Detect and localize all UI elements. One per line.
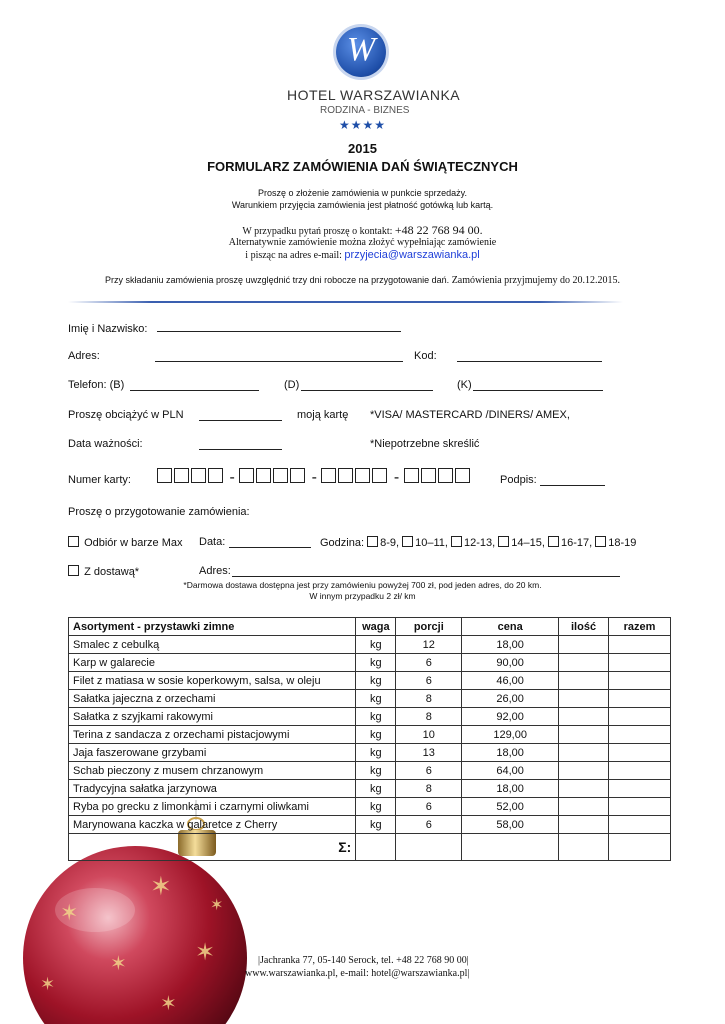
quantity-cell[interactable] (559, 726, 609, 744)
dish-name: Jaja faszerowane grzybami (69, 744, 356, 762)
dish-price: 18,00 (462, 780, 559, 798)
deadline-note-text: Przy składaniu zamówienia proszę uwzględnić trzy dni robocze na przygotowanie dań. (105, 275, 450, 285)
code-label: Kod: (414, 350, 437, 362)
total-cell[interactable] (609, 798, 671, 816)
form-year: 2015 (348, 141, 377, 156)
dish-portions: 6 (396, 816, 462, 834)
intro-line1: Proszę o złożenie zamówienia w punkcie sprzedaży. (258, 188, 467, 198)
col-header-quantity: ilość (559, 618, 609, 636)
dish-portions: 6 (396, 672, 462, 690)
dish-name: Smalec z cebulką (69, 636, 356, 654)
hour-option-1: 8-9, (380, 537, 400, 549)
quantity-cell[interactable] (559, 654, 609, 672)
hour-option-4: 14–15, (511, 537, 545, 549)
hour-checkbox-4[interactable] (498, 536, 509, 547)
form-title: FORMULARZ ZAMÓWIENIA DAŃ ŚWIĄTECZNYCH (207, 159, 518, 174)
total-cell[interactable] (609, 744, 671, 762)
dish-price: 92,00 (462, 708, 559, 726)
quantity-cell[interactable] (559, 708, 609, 726)
total-cell[interactable] (609, 636, 671, 654)
col-header-portions: porcji (396, 618, 462, 636)
hotel-logo (336, 27, 386, 77)
svg-text:✶: ✶ (60, 900, 79, 925)
contact-line (0, 223, 725, 238)
hotel-subtitle: RODZINA - BIZNES (320, 105, 410, 116)
hour-option-2: 10–11, (415, 537, 448, 549)
charge-label: Proszę obciążyć w PLN (68, 409, 184, 421)
hour-checkbox-2[interactable] (402, 536, 413, 547)
signature-label: Podpis: (500, 474, 537, 486)
hour-label: Godzina: (320, 537, 365, 549)
dish-unit: kg (356, 726, 396, 744)
dish-name: Marynowana kaczka w galaretce z Cherry (69, 816, 356, 834)
hour-option-3: 12-13, (464, 537, 496, 549)
contact-phone: +48 22 768 94 00. (394, 223, 483, 237)
strike-note: *Niepotrzebne skreślić (370, 438, 480, 450)
dish-name: Sałatka jajeczna z orzechami (69, 690, 356, 708)
table-row (69, 780, 671, 798)
table-row (69, 798, 671, 816)
phone-b-field[interactable] (130, 379, 259, 391)
hour-row (320, 536, 636, 549)
dish-unit: kg (356, 762, 396, 780)
dish-price: 26,00 (462, 690, 559, 708)
dish-portions: 6 (396, 654, 462, 672)
table-row (69, 672, 671, 690)
hotel-name: HOTEL WARSZAWIANKA (287, 87, 461, 103)
address-label: Adres: (68, 350, 100, 362)
dish-unit: kg (356, 654, 396, 672)
dish-unit: kg (356, 744, 396, 762)
hour-checkbox-6[interactable] (595, 536, 606, 547)
quantity-cell[interactable] (559, 762, 609, 780)
footer-web: www.warszawianka.pl, e-mail: hotel@warszawianka.pl| (245, 968, 470, 979)
total-cell[interactable] (609, 708, 671, 726)
code-field[interactable] (457, 350, 602, 362)
alt-line: Alternatywnie zamówienie można złożyć wypełniając zamówienie (228, 237, 497, 248)
quantity-cell[interactable] (559, 744, 609, 762)
total-cell[interactable] (609, 672, 671, 690)
col-header-assortment: Asortyment - przystawki zimne (69, 618, 356, 636)
charge-amount-field[interactable] (199, 409, 282, 421)
pickup-checkbox[interactable] (68, 536, 79, 547)
delivery-address-field[interactable] (232, 565, 620, 577)
dish-name: Sałatka z szyjkami rakowymi (69, 708, 356, 726)
dish-name: Tradycyjna sałatka jarzynowa (69, 780, 356, 798)
card-number-boxes[interactable]: - - - (157, 468, 472, 487)
header-divider (68, 301, 623, 303)
card-label: moją kartę (297, 409, 349, 421)
table-row (69, 744, 671, 762)
name-row (68, 320, 401, 335)
phone-d-field[interactable] (301, 379, 433, 391)
hour-checkbox-1[interactable] (367, 536, 378, 547)
hotel-stars: ★★★★ (339, 118, 387, 132)
quantity-cell[interactable] (559, 690, 609, 708)
quantity-cell[interactable] (559, 798, 609, 816)
footer-address: |Jachranka 77, 05-140 Serock, tel. +48 22 768 90 00| (258, 955, 469, 966)
dish-unit: kg (356, 672, 396, 690)
dish-unit: kg (356, 816, 396, 834)
col-header-total: razem (609, 618, 671, 636)
dish-name: Karp w galarecie (69, 654, 356, 672)
total-cell[interactable] (609, 690, 671, 708)
phone-k-field[interactable] (473, 379, 603, 391)
intro-line2: Warunkiem przyjęcia zamówienia jest płatność gotówką lub kartą. (231, 200, 494, 210)
dish-name: Filet z matiasa w sosie koperkowym, salsa, w oleju (69, 672, 356, 690)
name-field[interactable] (157, 320, 401, 332)
address-field[interactable] (155, 350, 403, 362)
logo-letter: W (346, 31, 376, 68)
table-row (69, 708, 671, 726)
deadline-note (0, 275, 725, 286)
table-row (69, 654, 671, 672)
delivery-note2: W innym przypadku 2 zł/ km (309, 591, 416, 601)
dish-portions: 6 (396, 798, 462, 816)
dish-price: 18,00 (462, 636, 559, 654)
delivery-address-label: Adres: (199, 565, 231, 577)
dish-price: 52,00 (462, 798, 559, 816)
menu-table (68, 617, 671, 861)
pickup-row (68, 536, 183, 549)
contact-prefix: W przypadku pytań proszę o kontakt: (242, 226, 395, 237)
dish-unit: kg (356, 690, 396, 708)
delivery-checkbox[interactable] (68, 565, 79, 576)
dish-portions: 8 (396, 690, 462, 708)
hour-option-6: 18-19 (608, 537, 637, 549)
card-number-label: Numer karty: (68, 474, 131, 486)
dish-portions: 6 (396, 762, 462, 780)
dish-price: 18,00 (462, 744, 559, 762)
dish-unit: kg (356, 636, 396, 654)
dish-portions: 13 (396, 744, 462, 762)
email-link[interactable]: przyjecia@warszawianka.pl (344, 249, 480, 261)
prepare-label: Proszę o przygotowanie zamówienia: (68, 506, 250, 518)
hour-checkbox-3[interactable] (451, 536, 462, 547)
quantity-cell[interactable] (559, 672, 609, 690)
phone-k-label: (K) (457, 379, 472, 391)
signature-field[interactable] (540, 474, 605, 486)
total-cell[interactable] (609, 816, 671, 834)
expiry-label: Data ważności: (68, 438, 143, 450)
sum-total-cell[interactable] (609, 834, 671, 861)
col-header-weight: waga (356, 618, 396, 636)
dish-unit: kg (356, 780, 396, 798)
dish-price: 46,00 (462, 672, 559, 690)
dish-price: 58,00 (462, 816, 559, 834)
table-row (69, 816, 671, 834)
table-row (69, 762, 671, 780)
dish-unit: kg (356, 708, 396, 726)
dish-name: Terina z sandacza z orzechami pistacjowymi (69, 726, 356, 744)
dish-portions: 8 (396, 780, 462, 798)
dish-name: Ryba po grecku z limonkami i czarnymi oliwkami (69, 798, 356, 816)
table-row (69, 726, 671, 744)
dish-price: 90,00 (462, 654, 559, 672)
dish-price: 129,00 (462, 726, 559, 744)
svg-text:✶: ✶ (40, 974, 56, 994)
delivery-label: Z dostawą* (84, 566, 140, 578)
total-cell[interactable] (609, 780, 671, 798)
dish-portions: 8 (396, 708, 462, 726)
sum-row (69, 834, 671, 861)
dish-name: Schab pieczony z musem chrzanowym (69, 762, 356, 780)
svg-text:✶: ✶ (110, 953, 127, 975)
dish-price: 64,00 (462, 762, 559, 780)
svg-text:✶: ✶ (150, 871, 172, 901)
dish-portions: 12 (396, 636, 462, 654)
svg-text:✶: ✶ (160, 993, 177, 1015)
name-label: Imię i Nazwisko: (68, 323, 148, 335)
hour-checkbox-5[interactable] (548, 536, 559, 547)
date-label: Data: (199, 536, 226, 548)
quantity-cell[interactable] (559, 636, 609, 654)
quantity-cell[interactable] (559, 780, 609, 798)
deadline-date: Zamówienia przyjmujemy do 20.12.2015. (449, 275, 620, 286)
expiry-field[interactable] (199, 438, 282, 450)
col-header-price: cena (462, 618, 559, 636)
card-types: *VISA/ MASTERCARD /DINERS/ AMEX, (370, 409, 570, 421)
total-cell[interactable] (609, 762, 671, 780)
sum-label: Σ: (69, 834, 356, 861)
sum-quantity-cell[interactable] (559, 834, 609, 861)
hour-option-5: 16-17, (561, 537, 593, 549)
quantity-cell[interactable] (559, 816, 609, 834)
total-cell[interactable] (609, 726, 671, 744)
delivery-row (68, 565, 139, 578)
total-cell[interactable] (609, 654, 671, 672)
svg-text:✶: ✶ (210, 897, 224, 914)
date-field[interactable] (229, 536, 311, 548)
table-row (69, 636, 671, 654)
dish-portions: 10 (396, 726, 462, 744)
phone-b-label: Telefon: (B) (68, 379, 125, 391)
email-prefix: i pisząc na adres e-mail: (245, 250, 345, 261)
email-line (0, 249, 725, 261)
table-header-row (69, 618, 671, 636)
dish-unit: kg (356, 798, 396, 816)
table-row (69, 690, 671, 708)
pickup-label: Odbiór w barze Max (84, 537, 183, 549)
phone-d-label: (D) (284, 379, 300, 391)
svg-text:✶: ✶ (195, 939, 216, 966)
delivery-note1: *Darmowa dostawa dostępna jest przy zamówieniu powyżej 700 zł, pod jeden adres, do 20 km. (183, 580, 542, 590)
